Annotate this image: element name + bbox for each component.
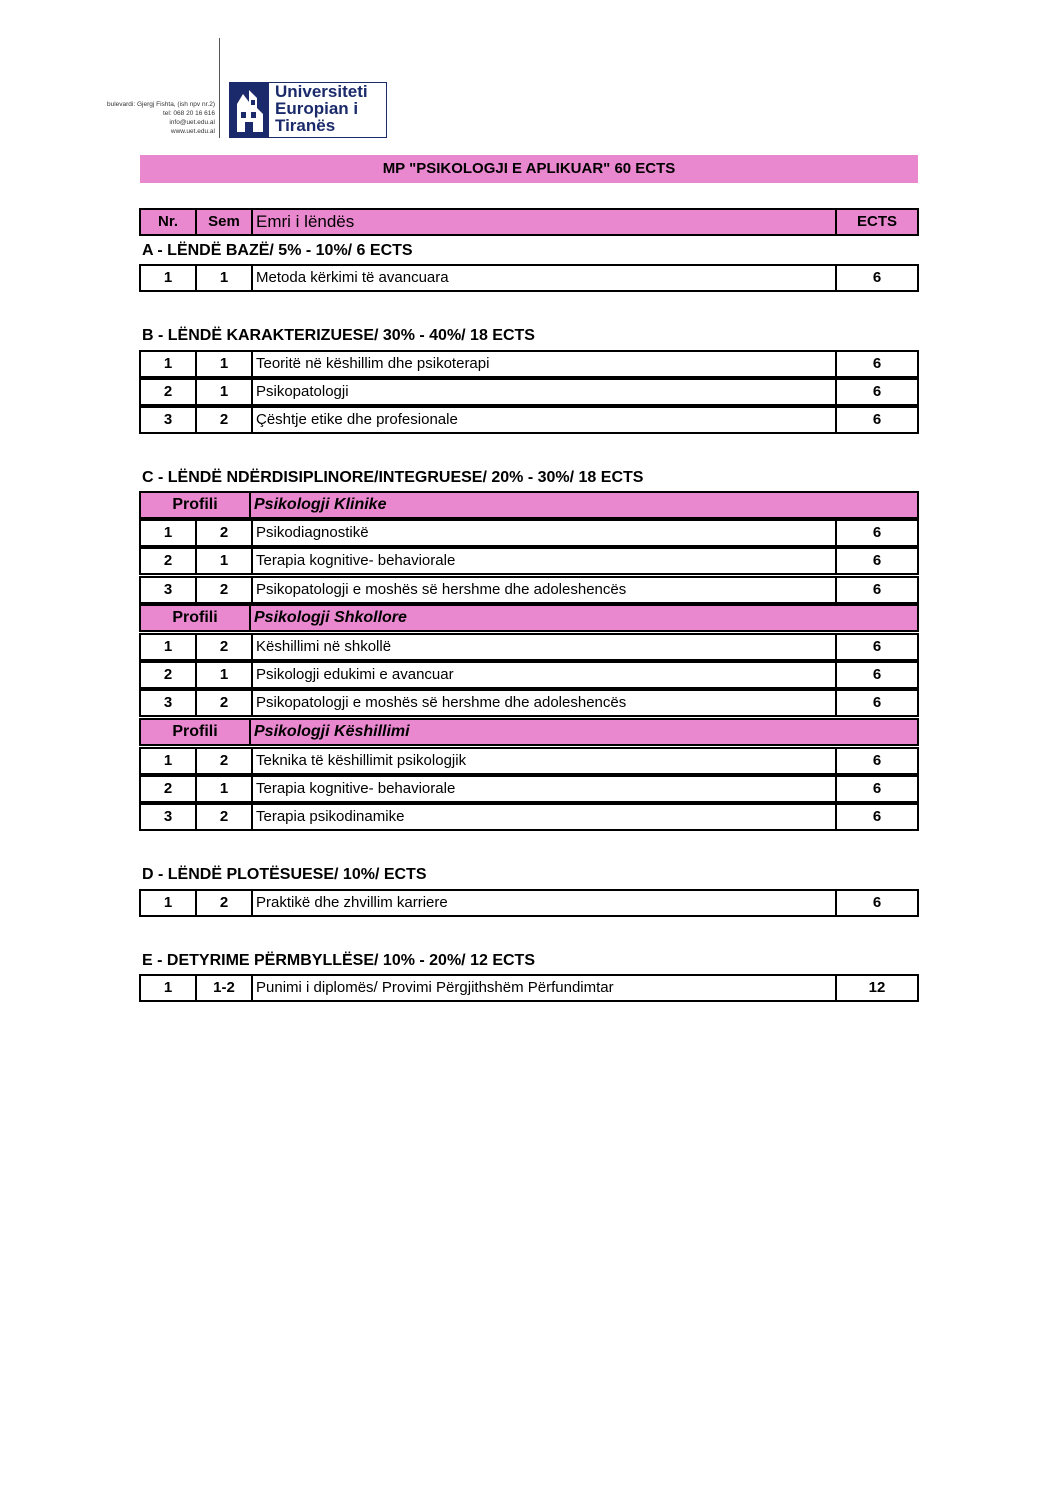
cell-name: Psikologji edukimi e avancuar <box>253 663 837 687</box>
table-row <box>139 633 919 661</box>
cell-ects: 6 <box>872 808 882 825</box>
table-row <box>139 406 919 434</box>
cell-name: Psikopatologji e moshës së hershme dhe adoleshencës <box>253 691 837 715</box>
table-row <box>139 547 919 575</box>
cell-name: Punimi i diplomës/ Provimi Përgjithshëm Përfundimtar <box>253 976 837 1000</box>
cell-ects: 6 <box>872 581 882 598</box>
phone-line: tel: 068 20 16 616 <box>162 110 215 117</box>
cell-nr: 2 <box>141 549 197 573</box>
cell-nr: 1 <box>141 976 197 1000</box>
table-row <box>139 378 919 406</box>
cell-ects: 6 <box>872 694 882 711</box>
column-header-ects: ECTS <box>856 213 897 230</box>
cell-nr: 3 <box>141 805 197 829</box>
table-row <box>139 661 919 689</box>
cell-nr: 3 <box>141 578 197 602</box>
cell-nr: 3 <box>141 691 197 715</box>
profile-name: Psikologji Klinike <box>254 496 387 513</box>
cell-nr: 2 <box>141 663 197 687</box>
column-header-nr: Nr. <box>141 210 197 234</box>
cell-sem: 2 <box>197 635 253 659</box>
cell-nr: 1 <box>141 266 197 290</box>
page-title: MP "PSIKOLOGJI E APLIKUAR" 60 ECTS <box>140 155 918 183</box>
section-title-b: B - LËNDË KARAKTERIZUESE/ 30% - 40%/ 18 ECTS <box>142 327 535 344</box>
profile-header-clinical <box>139 491 919 519</box>
cell-sem: 1 <box>197 380 253 404</box>
cell-name: Çështje etike dhe profesionale <box>253 408 837 432</box>
cell-nr: 2 <box>141 777 197 801</box>
cell-ects: 6 <box>872 383 882 400</box>
cell-sem: 2 <box>197 578 253 602</box>
cell-nr: 1 <box>141 749 197 773</box>
table-row <box>139 576 919 604</box>
table-row <box>139 803 919 831</box>
cell-ects: 12 <box>868 979 886 996</box>
table-row <box>139 689 919 717</box>
cell-name: Psikodiagnostikë <box>253 521 837 545</box>
cell-nr: 3 <box>141 408 197 432</box>
cell-sem: 1 <box>197 266 253 290</box>
table-row <box>139 747 919 775</box>
profile-header-counseling <box>139 718 919 746</box>
cell-sem: 2 <box>197 408 253 432</box>
cell-ects: 6 <box>872 780 882 797</box>
university-logo <box>275 83 368 134</box>
cell-sem: 1 <box>197 777 253 801</box>
address-block <box>60 100 215 136</box>
cell-name: Praktikë dhe zhvillim karriere <box>253 891 837 915</box>
cell-sem: 2 <box>197 891 253 915</box>
cell-sem: 2 <box>197 691 253 715</box>
section-title-c: C - LËNDË NDËRDISIPLINORE/INTEGRUESE/ 20% - 30%/ 18 ECTS <box>142 469 644 486</box>
cell-name: Teoritë në këshillim dhe psikoterapi <box>253 352 837 376</box>
cell-ects: 6 <box>872 355 882 372</box>
table-row <box>139 264 919 292</box>
cell-name: Psikopatologji e moshës së hershme dhe adoleshencës <box>253 578 837 602</box>
cell-sem: 1-2 <box>197 976 253 1000</box>
cell-sem: 1 <box>197 352 253 376</box>
cell-ects: 6 <box>872 524 882 541</box>
profile-name: Psikologji Shkollore <box>254 609 407 626</box>
cell-sem: 2 <box>197 805 253 829</box>
table-row <box>139 889 919 917</box>
cell-ects: 6 <box>872 752 882 769</box>
cell-sem: 1 <box>197 549 253 573</box>
cell-sem: 1 <box>197 663 253 687</box>
section-title-d: D - LËNDË PLOTËSUESE/ 10%/ ECTS <box>142 866 427 883</box>
table-row <box>139 974 919 1002</box>
column-header-sem: Sem <box>197 210 253 234</box>
logo-line: Tiranës <box>275 116 336 135</box>
table-header <box>139 208 919 236</box>
column-header-name: Emri i lëndës <box>253 210 837 234</box>
cell-name: Teknika të këshillimit psikologjik <box>253 749 837 773</box>
table-row <box>139 775 919 803</box>
university-logo-icon <box>229 82 269 138</box>
profile-header-school <box>139 604 919 632</box>
address-line: bulevardi: Gjergj Fishta, (ish npv nr.2) <box>106 101 215 108</box>
logo-line: Universiteti <box>275 82 368 101</box>
profile-label: Profili <box>141 493 251 517</box>
website-line: www.uet.edu.al <box>170 128 215 135</box>
profile-label: Profili <box>141 720 251 744</box>
cell-name: Terapia kognitive- behaviorale <box>253 777 837 801</box>
cell-nr: 2 <box>141 380 197 404</box>
cell-ects: 6 <box>872 411 882 428</box>
cell-nr: 1 <box>141 635 197 659</box>
cell-ects: 6 <box>872 638 882 655</box>
logo-line: Europian i <box>275 99 359 118</box>
section-title-a: A - LËNDË BAZË/ 5% - 10%/ 6 ECTS <box>142 242 413 259</box>
table-row <box>139 350 919 378</box>
cell-name: Terapia psikodinamike <box>253 805 837 829</box>
cell-name: Metoda kërkimi të avancuara <box>253 266 837 290</box>
email-line: info@uet.edu.al <box>169 119 215 126</box>
profile-name: Psikologji Këshillimi <box>254 723 410 740</box>
cell-nr: 1 <box>141 521 197 545</box>
cell-name: Psikopatologji <box>253 380 837 404</box>
cell-name: Terapia kognitive- behaviorale <box>253 549 837 573</box>
cell-sem: 2 <box>197 749 253 773</box>
cell-name: Këshillimi në shkollë <box>253 635 837 659</box>
cell-nr: 1 <box>141 891 197 915</box>
profile-label: Profili <box>141 606 251 630</box>
section-title-e: E - DETYRIME PËRMBYLLËSE/ 10% - 20%/ 12 ECTS <box>142 952 535 969</box>
header-divider <box>219 38 220 138</box>
cell-ects: 6 <box>872 894 882 911</box>
cell-sem: 2 <box>197 521 253 545</box>
cell-nr: 1 <box>141 352 197 376</box>
table-row <box>139 519 919 547</box>
cell-ects: 6 <box>872 552 882 569</box>
cell-ects: 6 <box>872 269 882 286</box>
cell-ects: 6 <box>872 666 882 683</box>
